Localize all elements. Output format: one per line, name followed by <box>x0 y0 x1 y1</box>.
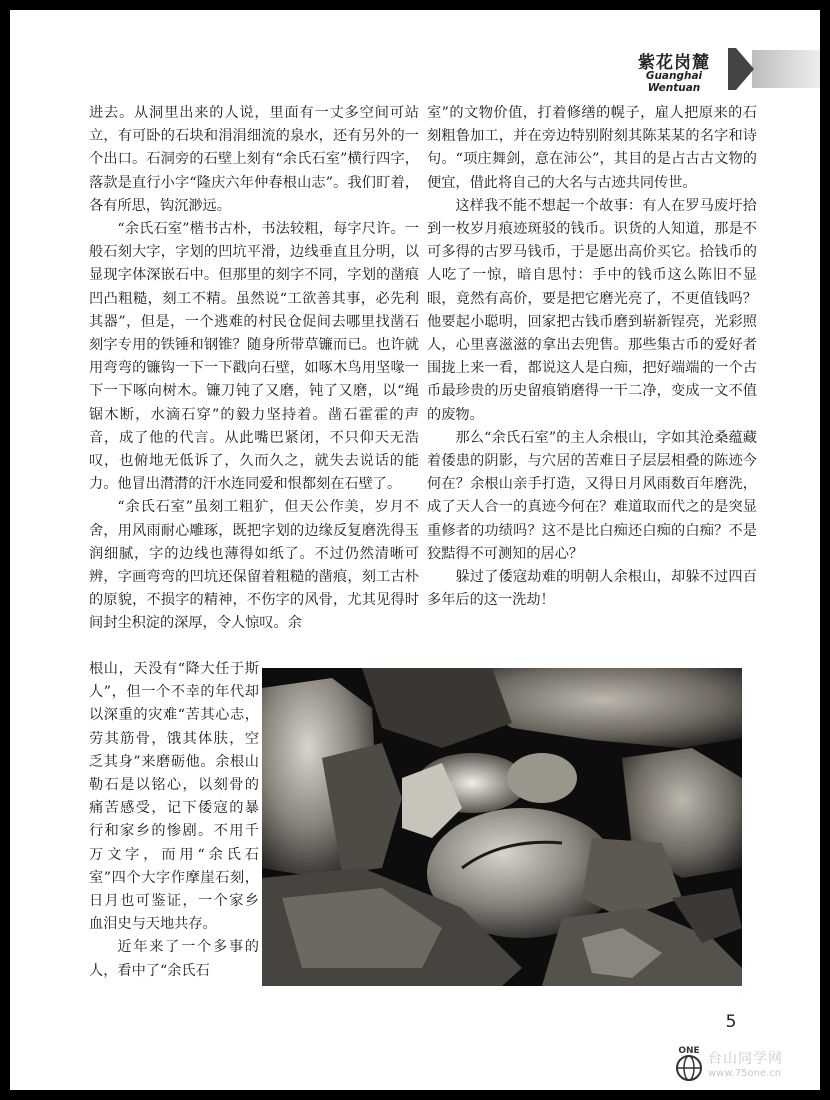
logo-text: ONE <box>678 1046 700 1056</box>
narrow-column <box>89 658 259 983</box>
section-header <box>622 40 820 92</box>
header-arrow-icon <box>736 48 754 90</box>
paragraph: 根山，天没有“降大任于斯人”，但一个不幸的年代却以深重的灾难“苦其心志，劳其筋骨，饿其体肤，空乏其身”来磨砺他。余根山勒石是以铭心，以刻骨的痛苦感受，记下倭寇的暴行和家乡的惨剧。不用千万文字，而用“余氏石室”四个大字作摩崖石刻，日月也可鉴证，一个家乡血泪史与天地共存。 <box>89 661 259 933</box>
header-gradient-bar <box>752 50 820 88</box>
section-title: 紫花岗麓 <box>638 53 710 73</box>
paragraph: 这样我不能不想起一个故事：有人在罗马废圩拾到一枚岁月痕迹斑驳的钱币。识货的人知道，那是不可多得的古罗马钱币，于是愿出高价买它。拾钱币的人吃了一惊，暗自思忖：手中的钱币这么陈旧不显眼，竟然有高价，要是把它磨光亮了，不更值钱吗？他要起小聪明，回家把古钱币磨到崭新锃亮，光彩照人，心里喜滋滋的拿出去兜售。那些集古币的爱好者围拢上来一看，都说这人是白痴，把好端端的一个古币最珍贵的历史留痕销磨得一干二净，变成一文不值的废物。 <box>427 197 757 423</box>
paragraph: 近年来了一个多事的人，看中了“余氏石 <box>89 939 259 979</box>
page-number: 5 <box>725 1012 737 1032</box>
globe-logo-icon <box>672 1044 706 1082</box>
cave-rocks-image <box>262 668 742 986</box>
paragraph: 室”的文物价值，打着修缮的幌子，雇人把原来的石刻粗鲁加工，并在旁边特别附刻其陈某某的名字和诗句。“项庄舞剑，意在沛公”，其目的是占古古文物的便宜，借此将自己的大名与古迹共同传世。 <box>427 105 757 191</box>
paragraph: “余氏石室”楷书古朴，书法较粗，每字尺许。一般石刻大字，字划的凹坑平滑，边线垂直且分明，以显现字体深嵌石中。但那里的刻字不同，字划的凿痕凹凸粗糙，刻工不精。虽然说“工欲善其事，必先利其器”，但是，一个逃难的村民仓促间去哪里找凿石刻字专用的铁锤和钢锥？随身所带草镰而已。也许就用弯弯的镰钩一下一下戳向石壁，如啄木鸟用坚喙一下一下啄向树木。镰刀钝了又磨，钝了又磨，以“绳锯木断，水滴石穿”的毅力坚持着。凿石霍霍的声音，成了他的代言。从此嘴巴紧闭，不只仰天无浩叹，也俯地无低诉了，久而久之，就失去说话的能力。他冒出潸潸的汗水连同爱和恨都刻在石壁了。 <box>89 221 419 493</box>
paragraph: 躲过了倭寇劫难的明朝人余根山，却躲不过四百多年后的这一洗劫！ <box>427 569 757 609</box>
left-column <box>89 102 419 636</box>
cave-photo <box>262 668 742 986</box>
paragraph: “余氏石室”虽刻工粗犷，但天公作美，岁月不舍，用风雨耐心雕琢，既把字划的边缘反复磨洗得玉润细腻，字的边线也薄得如纸了。不过仍然清晰可辨，字画弯弯的凹坑还保留着粗糙的凿痕，刻工古朴的原貌，不损字的精神，不伤字的风骨，尤其见得时间封尘积淀的深厚，令人惊叹。余 <box>89 499 419 632</box>
watermark-site-name: 台山同学网 <box>708 1051 783 1067</box>
paragraph: 那么“余氏石室”的主人余根山，字如其沧桑蕴藏着倭患的阴影，与穴居的苦难日子层层相叠的陈迹今何在？余根山亲手打造，又得日月风雨数百年磨洗，成了天人合一的真迹今何在？难道取而代之的是突显重修者的功绩吗？这不是比白痴还白痴的白痴？不是狡黠得不可测知的居心？ <box>427 429 757 562</box>
paragraph: 进去。从洞里出来的人说，里面有一丈多空间可站立，有可卧的石块和涓涓细流的泉水，还有另外的一个出口。石洞旁的石壁上刻有“余氏石室”横行四字，落款是直行小字“隆庆六年仲春根山志”。我们盯着，各有所思，钩沉渺远。 <box>89 105 419 214</box>
site-watermark <box>672 1044 820 1084</box>
right-column <box>427 102 757 612</box>
magazine-page <box>10 10 820 1090</box>
header-block <box>728 48 736 90</box>
section-subtitle: Guanghai Wentuan <box>645 70 703 94</box>
watermark-url: www.75one.cn <box>708 1068 782 1079</box>
